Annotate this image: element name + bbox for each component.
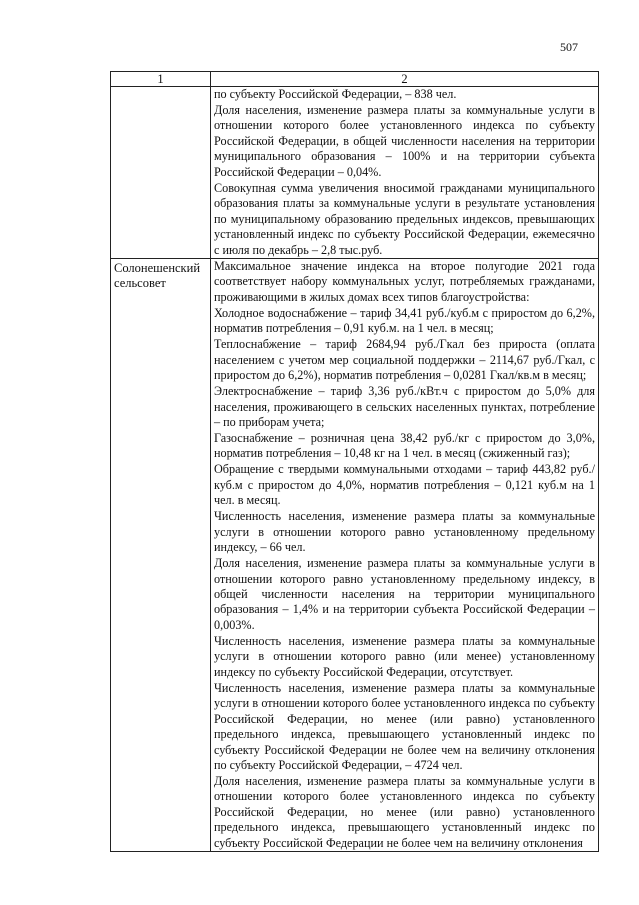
page-number: 507 bbox=[560, 40, 578, 54]
paragraph: Численность населения, изменение размера платы за коммунальные услуги в отношении которого равно (или менее) установленному индексу по субъекту Российской Федерации, отсутствует. bbox=[214, 633, 595, 679]
paragraph: Доля населения, изменение размера платы за коммунальные услуги в отношении которого более установленного индекса по субъекту Российской Федерации, в общей численности населения на территории муниципального образования – 100% и на территории субъекта Российской Федерации – 0,04%. bbox=[214, 102, 595, 179]
paragraph: Обращение с твердыми коммунальными отходами – тариф 443,82 руб./куб.м с приростом до 4,0%, норматив потребления – 0,121 куб.м на 1 чел. в месяц. bbox=[214, 462, 595, 508]
paragraph: Холодное водоснабжение – тариф 34,41 руб./куб.м с приростом до 6,2%, норматив потребления – 0,91 куб.м. на 1 чел. в месяц; bbox=[214, 305, 595, 336]
paragraph: Доля населения, изменение размера платы за коммунальные услуги в отношении которого равно установленному предельному индексу, в общей численности населения на территории муниципального образования – 1,4% и на территории субъекта Российской Федерации – 0,003%. bbox=[214, 556, 595, 632]
paragraph: Максимальное значение индекса на второе полугодие 2021 года соответствует набору коммунальных услуг, потребляемых гражданами, проживающими в жилых домах всех типов благоустройства: bbox=[214, 258, 595, 304]
content-cell bbox=[211, 87, 599, 259]
paragraph: Газоснабжение – розничная цена 38,42 руб./кг с приростом до 3,0%, норматив потребления – 10,48 кг на 1 чел. в месяц (сжиженный газ); bbox=[214, 430, 595, 461]
region-cell bbox=[111, 87, 211, 259]
table-header-row bbox=[111, 72, 599, 87]
content-cell bbox=[211, 258, 599, 851]
region-name-line: Солонешенский bbox=[114, 260, 201, 275]
table-row bbox=[111, 87, 599, 259]
paragraph: Численность населения, изменение размера платы за коммунальные услуги в отношении которого более установленного индекса по субъекту Российской Федерации, но менее (или равно) установленного предельного индекса, превышающего установленный индекс по субъекту Российской Федерации не более чем на величину отклонения по субъекту Российской Федерации, – 4724 чел. bbox=[214, 680, 595, 772]
paragraph: Теплоснабжение – тариф 2684,94 руб./Гкал без прироста (оплата населением с учетом мер социальной поддержки – 2114,67 руб./Гкал, с приростом до 6,2%), норматив потребления – 0,0281 Гкал/кв.м в месяц; bbox=[214, 337, 595, 383]
column-header-1: 1 bbox=[111, 72, 211, 87]
paragraph: по субъекту Российской Федерации, – 838 чел. bbox=[214, 87, 457, 101]
paragraph: Численность населения, изменение размера платы за коммунальные услуги в отношении которого равно установленному предельному индексу, – 66 чел. bbox=[214, 509, 595, 555]
paragraph: Электроснабжение – тариф 3,36 руб./кВт.ч с приростом до 5,0% для населения, проживающего в сельских населенных пунктах, потребление – по приборам учета; bbox=[214, 384, 595, 430]
paragraph: Совокупная сумма увеличения вносимой гражданами муниципального образования платы за коммунальные услуги в результате установления по муниципальному образованию предельных индексов, превышающих установленный индекс по субъекту Российской Федерации, ежемесячно с июля по декабрь – 2,8 тыс.руб. bbox=[214, 180, 595, 257]
region-name-line: сельсовет bbox=[114, 275, 166, 290]
column-header-2: 2 bbox=[211, 72, 599, 87]
paragraph: Доля населения, изменение размера платы за коммунальные услуги в отношении которого более установленного индекса по субъекту Российской Федерации, но менее (или равно) установленного предельного индекса, превышающего установленный индекс по субъекту Российской Федерации не более чем на величину отклонения bbox=[214, 773, 595, 850]
document-table bbox=[110, 71, 599, 852]
region-cell bbox=[111, 258, 211, 851]
table-row bbox=[111, 258, 599, 851]
